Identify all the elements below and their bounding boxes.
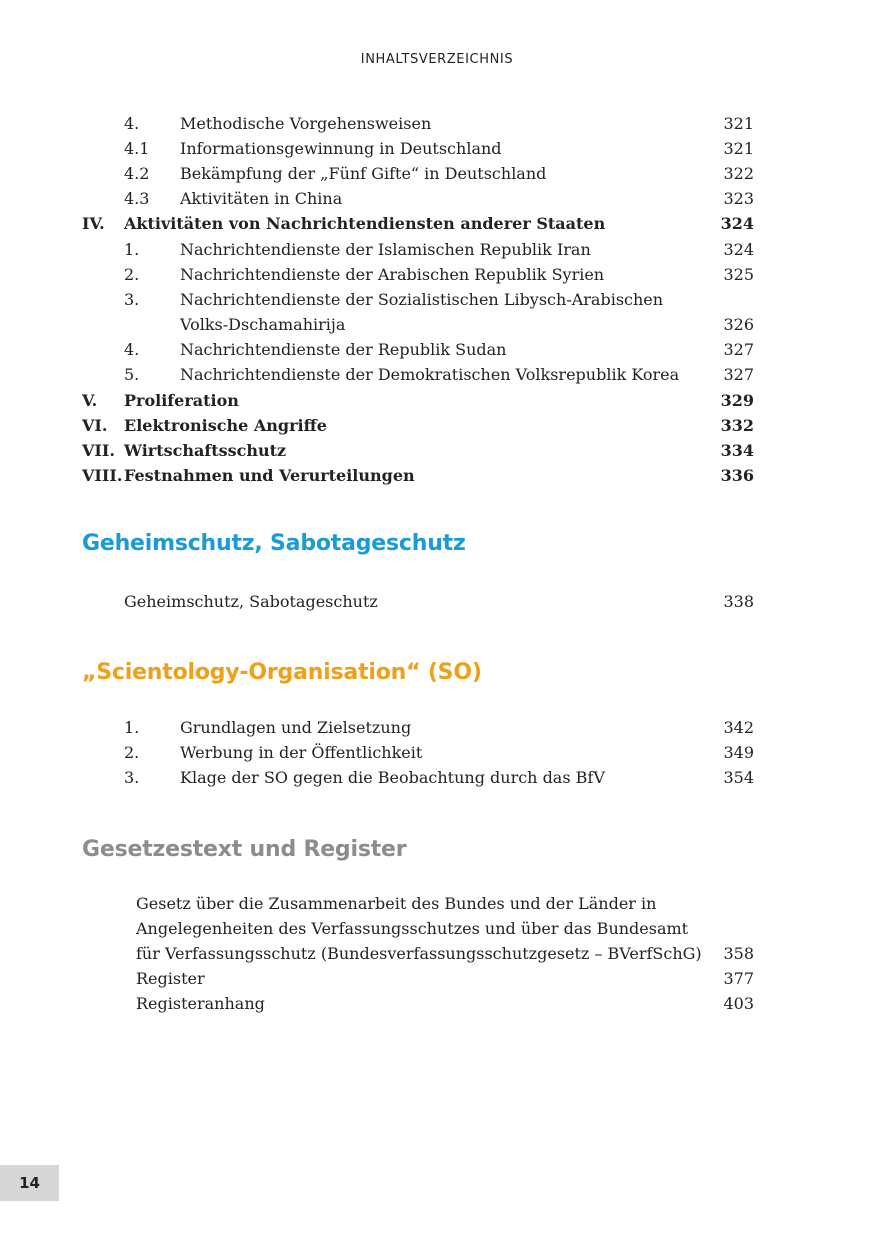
toc-title: Festnahmen und Verurteilungen	[124, 466, 415, 485]
toc-row	[0, 337, 874, 362]
toc-title: für Verfassungsschutz (Bundesverfassungsschutzgesetz – BVerfSchG)	[136, 944, 702, 963]
toc-row	[0, 715, 874, 740]
toc-page: 329	[720, 391, 754, 410]
toc-roman-number: IV.	[82, 214, 105, 233]
toc-title: Nachrichtendienste der Islamischen Republik Iran	[180, 240, 591, 259]
toc-title: Klage der SO gegen die Beobachtung durch das BfV	[180, 768, 605, 787]
toc-chapter-row	[0, 463, 874, 488]
toc-number: 4.	[124, 340, 140, 359]
toc-row	[0, 186, 874, 211]
page-number-tab: 14	[0, 1165, 59, 1201]
toc-number: 5.	[124, 365, 140, 384]
toc-roman-number: V.	[82, 391, 98, 410]
running-header: INHALTSVERZEICHNIS	[360, 52, 514, 67]
toc-title: Werbung in der Öffentlichkeit	[180, 743, 423, 762]
toc-title: Gesetz über die Zusammenarbeit des Bundes und der Länder in	[136, 894, 657, 913]
toc-chapter-row	[0, 211, 874, 236]
toc-row	[0, 765, 874, 790]
toc-number: 2.	[124, 265, 140, 284]
toc-page: 327	[723, 365, 754, 384]
toc-roman-number: VIII.	[82, 466, 123, 485]
toc-number: 3.	[124, 768, 140, 787]
toc-title: Aktivitäten in China	[180, 189, 343, 208]
toc-page: 338	[723, 592, 754, 611]
toc-title: Nachrichtendienste der Demokratischen Volksrepublik Korea	[180, 365, 680, 384]
toc-number: 4.3	[124, 189, 150, 208]
toc-row	[0, 161, 874, 186]
toc-page: 321	[723, 139, 754, 158]
section-heading-gesetzestext: Gesetzestext und Register	[82, 837, 407, 862]
toc-row-continuation	[0, 312, 874, 337]
toc-roman-number: VI.	[82, 416, 108, 435]
toc-roman-number: VII.	[82, 441, 115, 460]
toc-page: 342	[723, 718, 754, 737]
toc-number: 3.	[124, 290, 140, 309]
toc-page: 321	[723, 114, 754, 133]
toc-title: Nachrichtendienste der Sozialistischen Libysch-Arabischen	[180, 290, 664, 309]
toc-number: 4.2	[124, 164, 150, 183]
toc-title: Angelegenheiten des Verfassungsschutzes und über das Bundesamt	[136, 919, 689, 938]
toc-page: 349	[723, 743, 754, 762]
toc-number: 4.1	[124, 139, 150, 158]
toc-title: Wirtschaftsschutz	[124, 441, 287, 460]
toc-title: Informationsgewinnung in Deutschland	[180, 139, 502, 158]
toc-page: 377	[723, 969, 754, 988]
toc-number: 4.	[124, 114, 140, 133]
toc-row	[0, 237, 874, 262]
toc-page: 332	[720, 416, 754, 435]
toc-row	[0, 740, 874, 765]
toc-row	[0, 262, 874, 287]
toc-row	[0, 991, 874, 1016]
toc-page: 403	[723, 994, 754, 1013]
toc-page: 327	[723, 340, 754, 359]
toc-page: 324	[720, 214, 754, 233]
toc-row	[0, 362, 874, 387]
toc-number: 1.	[124, 240, 140, 259]
toc-chapter-row	[0, 388, 874, 413]
toc-title: Register	[136, 969, 205, 988]
toc-title: Proliferation	[124, 391, 239, 410]
toc-page: 336	[720, 466, 754, 485]
toc-row	[0, 136, 874, 161]
toc-title: Volks-Dschamahirija	[180, 315, 346, 334]
toc-page: 358	[723, 944, 754, 963]
toc-row	[0, 589, 874, 614]
toc-page: 354	[723, 768, 754, 787]
toc-number: 1.	[124, 718, 140, 737]
toc-page: 322	[723, 164, 754, 183]
toc-row	[0, 891, 874, 916]
toc-title: Geheimschutz, Sabotageschutz	[124, 592, 378, 611]
toc-page: 326	[723, 315, 754, 334]
toc-row-continuation	[0, 916, 874, 941]
section-heading-scientology: „Scientology-Organisation“ (SO)	[82, 660, 482, 685]
toc-row	[0, 966, 874, 991]
toc-row-continuation	[0, 941, 874, 966]
toc-title: Nachrichtendienste der Republik Sudan	[180, 340, 507, 359]
toc-page: 325	[723, 265, 754, 284]
toc-page: 324	[723, 240, 754, 259]
toc-title: Nachrichtendienste der Arabischen Republik Syrien	[180, 265, 605, 284]
toc-title: Methodische Vorgehensweisen	[180, 114, 432, 133]
toc-title: Aktivitäten von Nachrichtendiensten anderer Staaten	[124, 214, 606, 233]
toc-row	[0, 287, 874, 312]
toc-number: 2.	[124, 743, 140, 762]
toc-chapter-row	[0, 438, 874, 463]
toc-title: Registeranhang	[136, 994, 265, 1013]
section-heading-geheimschutz: Geheimschutz, Sabotageschutz	[82, 531, 466, 556]
toc-row	[0, 111, 874, 136]
toc-title: Bekämpfung der „Fünf Gifte“ in Deutschland	[180, 164, 547, 183]
toc-page: 334	[720, 441, 754, 460]
toc-title: Grundlagen und Zielsetzung	[180, 718, 412, 737]
toc-chapter-row	[0, 413, 874, 438]
toc-title: Elektronische Angriffe	[124, 416, 327, 435]
toc-page: 323	[723, 189, 754, 208]
